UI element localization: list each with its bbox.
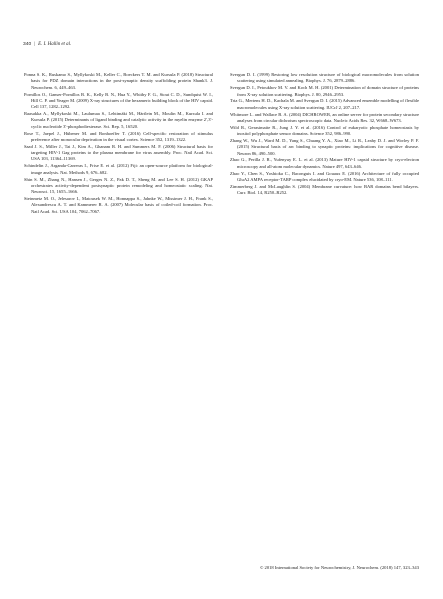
reference-entry: Zhang W., Wu J., Ward M. D., Yang S., Chuang Y. A., Xiao M., Li R., Leahy D. J. and Worley P. F. (2015) Structural basis of arc binding to synaptic proteins: implications for cognitive disease. Neuron 86, 490–500. [230,137,419,156]
reference-entry: Shin S. M., Zhang N., Hansen J., Gerges N. Z., Pak D. T., Sheng M. and Lee S. H. (2012) GKAP orchestrates activity-dependent postsynaptic protein remodeling and homeostatic scaling. Nat. Neurosci. 15, 1655–1666. [24,176,213,195]
reference-entry: Tria G., Mertens H. D., Kachala M. and Svergun D. I. (2015) Advanced ensemble modelling of flexible macromolecules using X-ray solution scattering. IUCrJ 2, 207–217. [230,98,419,110]
reference-entry: Saad J. S., Miller J., Tai J., Kim A., Ghanam R. H. and Summers M. F. (2006) Structural basis for targeting HIV-1 Gag proteins to the plasma membrane for virus assembly. Proc. Natl Acad. Sci. USA 103, 11364–11369. [24,143,213,162]
reference-entry: Whitmore L. and Wallace B. A. (2004) DICHROWEB, an online server for protein secondary structure analyses from circular dichroism spectroscopic data. Nucleic Acids Res. 32, W668–W673. [230,111,419,123]
references-right-column [230,72,419,197]
reference-entry: Zhao Y., Chen S., Yoshioka C., Baconguis I. and Gouaux E. (2016) Architecture of fully occupied GluA2 AMPA receptor-TARP complex elucidated by cryo-EM. Nature 536, 108–111. [230,170,419,182]
reference-entry: Zhao G., Perilla J. R., Yufenyuy E. L. et al. (2013) Mature HIV-1 capsid structure by cryo-electron microscopy and all-atom molecular dynamics. Nature 497, 643–646. [230,157,419,169]
running-header [23,41,71,48]
reference-entry: Ponna S. K., Ruskamo S., Myllykoski M., Keller C., Boeckers T. M. and Kursula P. (2018) Structural basis for PDZ domain interactions in the post-synaptic density scaffolding protein Shank3. J. Neurochem. 6, 449–463. [24,72,213,90]
page-number: 340 [23,42,32,47]
copyright-footer: © 2018 International Society for Neurochemistry, J. Neurochem. (2018) 147, 323–343 [259,565,419,570]
reference-entry: Wild R., Gerasimaite R., Jung J. Y. et al. (2016) Control of eukaryotic phosphate homeostasis by inositol polyphosphate sensor domains. Science 352, 986–990. [230,124,419,137]
reference-entry: Steinmetz M. O., Jelesarov I., Matousek W. M., Honnappa S., Jahnke W., Missimer J. H., Frank S., Alexandrescu A. T. and Kammerer R. A. (2007) Molecular basis of coiled-coil formation. Proc. Natl Acad. Sci. USA 104, 7062–7067. [24,196,213,214]
reference-entry: Rose T., Jaepel J., Hübener M. and Bonhoeffer T. (2016) Cell-specific restoration of stimulus preference after monocular deprivation in the visual cortex. Science 352, 1319–1322. [24,130,213,142]
reference-entry: Svergun D. I. (1999) Restoring low resolution structure of biological macromolecules from solution scattering using simulated annealing. Biophys. J. 76, 2879–2886. [230,72,419,84]
reference-entry: Pornillos O., Ganser-Pornillos B. K., Kelly B. N., Hua Y., Whitby F. G., Stout C. D., Sundquist W. I., Hill C. P. and Yeager M. (2009) X-ray structures of the hexameric building block of the HIV capsid. Cell 137, 1282–1292. [24,91,214,110]
running-authors: E. I. Hallin et al. [38,42,72,47]
header-separator: | [34,42,36,47]
reference-entry: Zimmerberg J. and McLaughlin S. (2004) Membrane curvature: how BAR domains bend bilayers. Curr. Biol. 14, R250–R252. [230,183,419,196]
references-left-column [24,72,213,216]
reference-entry: Schindelin J., Arganda-Carreras I., Frise E. et al. (2012) Fiji: an open-source platform for biological-image analysis. Nat. Methods 9, 676–682. [24,163,213,175]
reference-entry: Svergun D. I., Petoukhov M. V. and Koch M. H. (2001) Determination of domain structure of proteins from X-ray solution scattering. Biophys. J. 80, 2946–2953. [230,85,419,97]
reference-entry: Raasakka A., Myllykoski M., Laulumaa S., Lehtimäki M., Härtlein M., Moulin M., Kursula I. and Kursula P. (2015) Determinants of ligand binding and catalytic activity in the myelin enzyme 2′,3′-cyclic nucleotide 3′-phosphodiesterase. Sci. Rep. 5, 16520. [24,111,213,129]
